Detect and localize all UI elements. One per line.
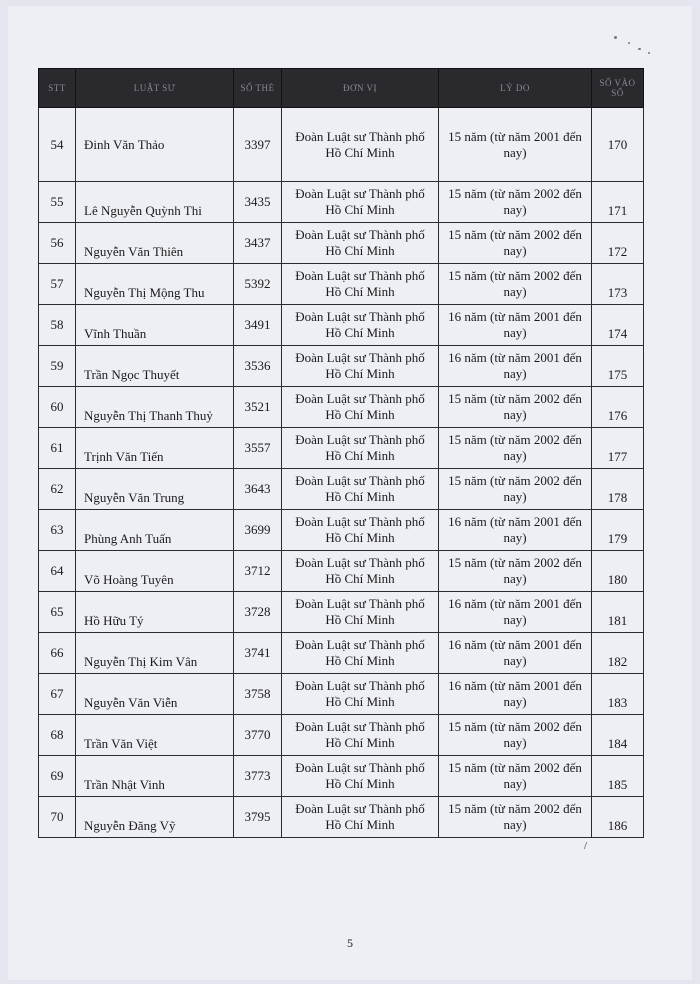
card-number-cell: 3435 — [234, 182, 282, 223]
lawyer-name-cell: Hồ Hữu Tý — [76, 592, 234, 633]
table-row — [39, 756, 644, 797]
unit-cell: Đoàn Luật sư Thành phố Hồ Chí Minh — [282, 108, 439, 182]
header-book-no: SỐ VÀO SỔ — [592, 69, 644, 108]
card-number-cell: 3397 — [234, 108, 282, 182]
stt-cell: 62 — [39, 469, 76, 510]
stt-cell: 64 — [39, 551, 76, 592]
stt-cell: 56 — [39, 223, 76, 264]
table-row — [39, 387, 644, 428]
table-row — [39, 264, 644, 305]
card-number-cell: 3758 — [234, 674, 282, 715]
lawyer-name-cell: Trần Văn Việt — [76, 715, 234, 756]
table-row — [39, 715, 644, 756]
table-row — [39, 346, 644, 387]
lawyer-name-cell: Phùng Anh Tuấn — [76, 510, 234, 551]
header-card-no: SỐ THẺ — [234, 69, 282, 108]
lawyer-name-cell: Lê Nguyễn Quỳnh Thi — [76, 182, 234, 223]
lawyer-name-cell: Trần Ngọc Thuyết — [76, 346, 234, 387]
lawyer-name-cell: Đinh Văn Thảo — [76, 108, 234, 182]
reason-cell: 15 năm (từ năm 2002 đến nay) — [439, 797, 592, 838]
card-number-cell: 3521 — [234, 387, 282, 428]
unit-cell: Đoàn Luật sư Thành phố Hồ Chí Minh — [282, 346, 439, 387]
reason-cell: 15 năm (từ năm 2002 đến nay) — [439, 551, 592, 592]
lawyer-name-cell: Nguyễn Thị Kim Vân — [76, 633, 234, 674]
reason-cell: 16 năm (từ năm 2001 đến nay) — [439, 592, 592, 633]
unit-cell: Đoàn Luật sư Thành phố Hồ Chí Minh — [282, 428, 439, 469]
header-reason: LÝ DO — [439, 69, 592, 108]
unit-cell: Đoàn Luật sư Thành phố Hồ Chí Minh — [282, 756, 439, 797]
unit-cell: Đoàn Luật sư Thành phố Hồ Chí Minh — [282, 551, 439, 592]
table-row — [39, 469, 644, 510]
lawyer-name-cell: Võ Hoàng Tuyên — [76, 551, 234, 592]
book-number-cell: 176 — [592, 387, 644, 428]
table-row — [39, 551, 644, 592]
scan-speck — [628, 42, 630, 44]
book-number-cell: 175 — [592, 346, 644, 387]
lawyer-name-cell: Vĩnh Thuần — [76, 305, 234, 346]
table-row — [39, 592, 644, 633]
card-number-cell: 3770 — [234, 715, 282, 756]
card-number-cell: 3536 — [234, 346, 282, 387]
reason-cell: 16 năm (từ năm 2001 đến nay) — [439, 674, 592, 715]
reason-cell: 16 năm (từ năm 2001 đến nay) — [439, 305, 592, 346]
book-number-cell: 174 — [592, 305, 644, 346]
unit-cell: Đoàn Luật sư Thành phố Hồ Chí Minh — [282, 715, 439, 756]
stt-cell: 54 — [39, 108, 76, 182]
stt-cell: 63 — [39, 510, 76, 551]
table-row — [39, 182, 644, 223]
reason-cell: 16 năm (từ năm 2001 đến nay) — [439, 633, 592, 674]
stt-cell: 69 — [39, 756, 76, 797]
table-header-row — [39, 69, 644, 108]
table-body — [39, 108, 644, 838]
stt-cell: 65 — [39, 592, 76, 633]
reason-cell: 15 năm (từ năm 2001 đến nay) — [439, 108, 592, 182]
reason-cell: 16 năm (từ năm 2001 đến nay) — [439, 510, 592, 551]
stt-cell: 67 — [39, 674, 76, 715]
card-number-cell: 3437 — [234, 223, 282, 264]
book-number-cell: 170 — [592, 108, 644, 182]
unit-cell: Đoàn Luật sư Thành phố Hồ Chí Minh — [282, 264, 439, 305]
stt-cell: 59 — [39, 346, 76, 387]
stt-cell: 57 — [39, 264, 76, 305]
stt-cell: 70 — [39, 797, 76, 838]
header-unit: ĐƠN VỊ — [282, 69, 439, 108]
stt-cell: 68 — [39, 715, 76, 756]
table-row — [39, 797, 644, 838]
card-number-cell: 5392 — [234, 264, 282, 305]
book-number-cell: 180 — [592, 551, 644, 592]
unit-cell: Đoàn Luật sư Thành phố Hồ Chí Minh — [282, 633, 439, 674]
lawyer-name-cell: Nguyễn Thị Mộng Thu — [76, 264, 234, 305]
book-number-cell: 185 — [592, 756, 644, 797]
reason-cell: 15 năm (từ năm 2002 đến nay) — [439, 264, 592, 305]
book-number-cell: 182 — [592, 633, 644, 674]
table-row — [39, 510, 644, 551]
card-number-cell: 3728 — [234, 592, 282, 633]
reason-cell: 15 năm (từ năm 2002 đến nay) — [439, 469, 592, 510]
reason-cell: 15 năm (từ năm 2002 đến nay) — [439, 428, 592, 469]
stt-cell: 66 — [39, 633, 76, 674]
table-row — [39, 428, 644, 469]
stt-cell: 55 — [39, 182, 76, 223]
book-number-cell: 184 — [592, 715, 644, 756]
book-number-cell: 172 — [592, 223, 644, 264]
lawyer-name-cell: Nguyễn Văn Viễn — [76, 674, 234, 715]
margin-mark: / — [584, 840, 588, 852]
header-stt: STT — [39, 69, 76, 108]
stt-cell: 60 — [39, 387, 76, 428]
table-row — [39, 305, 644, 346]
book-number-cell: 179 — [592, 510, 644, 551]
reason-cell: 16 năm (từ năm 2001 đến nay) — [439, 346, 592, 387]
book-number-cell: 171 — [592, 182, 644, 223]
lawyer-name-cell: Nguyễn Thị Thanh Thuỷ — [76, 387, 234, 428]
book-number-cell: 177 — [592, 428, 644, 469]
page-number: 5 — [347, 936, 353, 950]
scan-speck — [614, 36, 617, 39]
book-number-cell: 186 — [592, 797, 644, 838]
header-name: LUẬT SƯ — [76, 69, 234, 108]
lawyer-name-cell: Nguyễn Văn Thiên — [76, 223, 234, 264]
card-number-cell: 3773 — [234, 756, 282, 797]
card-number-cell: 3643 — [234, 469, 282, 510]
unit-cell: Đoàn Luật sư Thành phố Hồ Chí Minh — [282, 674, 439, 715]
stt-cell: 61 — [39, 428, 76, 469]
table-row — [39, 108, 644, 182]
book-number-cell: 181 — [592, 592, 644, 633]
card-number-cell: 3741 — [234, 633, 282, 674]
reason-cell: 15 năm (từ năm 2002 đến nay) — [439, 182, 592, 223]
reason-cell: 15 năm (từ năm 2002 đến nay) — [439, 756, 592, 797]
unit-cell: Đoàn Luật sư Thành phố Hồ Chí Minh — [282, 592, 439, 633]
card-number-cell: 3557 — [234, 428, 282, 469]
unit-cell: Đoàn Luật sư Thành phố Hồ Chí Minh — [282, 223, 439, 264]
unit-cell: Đoàn Luật sư Thành phố Hồ Chí Minh — [282, 305, 439, 346]
unit-cell: Đoàn Luật sư Thành phố Hồ Chí Minh — [282, 182, 439, 223]
unit-cell: Đoàn Luật sư Thành phố Hồ Chí Minh — [282, 797, 439, 838]
unit-cell: Đoàn Luật sư Thành phố Hồ Chí Minh — [282, 387, 439, 428]
card-number-cell: 3795 — [234, 797, 282, 838]
book-number-cell: 173 — [592, 264, 644, 305]
card-number-cell: 3699 — [234, 510, 282, 551]
table-row — [39, 633, 644, 674]
scan-speck — [648, 52, 650, 54]
book-number-cell: 183 — [592, 674, 644, 715]
lawyer-name-cell: Nguyễn Đăng Vỹ — [76, 797, 234, 838]
book-number-cell: 178 — [592, 469, 644, 510]
stt-cell: 58 — [39, 305, 76, 346]
card-number-cell: 3491 — [234, 305, 282, 346]
unit-cell: Đoàn Luật sư Thành phố Hồ Chí Minh — [282, 510, 439, 551]
reason-cell: 15 năm (từ năm 2002 đến nay) — [439, 223, 592, 264]
scan-speck — [638, 48, 641, 50]
reason-cell: 15 năm (từ năm 2002 đến nay) — [439, 715, 592, 756]
table-row — [39, 223, 644, 264]
lawyer-name-cell: Trịnh Văn Tiến — [76, 428, 234, 469]
card-number-cell: 3712 — [234, 551, 282, 592]
lawyer-name-cell: Nguyễn Văn Trung — [76, 469, 234, 510]
lawyer-roster-table — [38, 68, 644, 838]
unit-cell: Đoàn Luật sư Thành phố Hồ Chí Minh — [282, 469, 439, 510]
lawyer-name-cell: Trần Nhật Vinh — [76, 756, 234, 797]
reason-cell: 15 năm (từ năm 2002 đến nay) — [439, 387, 592, 428]
table-row — [39, 674, 644, 715]
